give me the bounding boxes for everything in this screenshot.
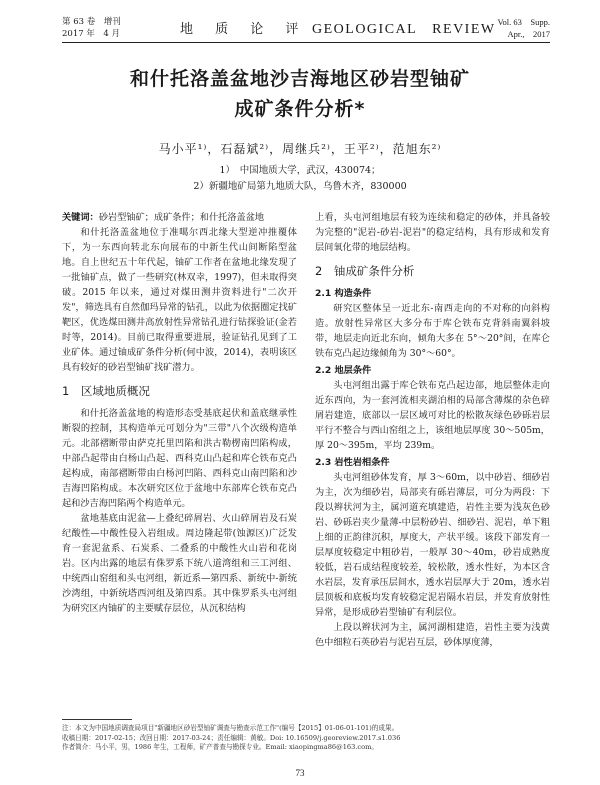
subsection-2-2-paragraph: 头屯河组出露于库仑铁布克凸起边部，地层整体走向近东西向，为一套河流相夹湖泊相的局部含薄煤的杂色碎屑岩建造，底部以一层区域可对比的松散灰绿色砂砾岩层平行不整合与西山窑组之上，该组地层厚度 30～505m，厚 20～395m，平均 239m。 [315,380,550,451]
footnote-funding: 注：本文为中国地质调查局项目"新疆地区砂岩型铀矿调查与勘查示范工作"(编号【2015】01-06-01-101)的成果。 [62,724,399,732]
header-volume-cn [62,16,121,40]
header-date-cn: 2017 年 4 月 [62,29,120,39]
left-column [62,210,297,616]
header-journal-en: GEOLOGICAL REVIEW [312,22,496,37]
right-column [315,210,550,650]
header-vol-cn: 第 63 卷 增刊 [62,17,121,27]
keywords-text: 砂岩型铀矿；成矿条件；和什托洛盖盆地 [98,212,265,223]
section-1-paragraph-1: 和什托洛盖盆地的构造形态受基底起伏和盖底继承性断裂的控制，其构造单元可划分为"三带"八个次级构造单元。北部褶断带由萨克托里凹陷和洪古勒楞南凹陷构成，中部凸起带由白杨山凸起、西科克山凸起和库仑铁布克凸起构成，南部褶断带由白杨河凹陷、西科克山南凹陷和沙吉海凹陷构成。本次研究区位于盆地中东部库仑铁布克凸起和沙吉海凹陷两个构造单元。 [62,408,297,509]
footnote-dates: 收稿日期：2017-02-15；改回日期：2017-03-24；责任编辑：黄敏。Doi: 10.16509/j.georeview.2017.s1.036 [62,733,401,742]
footnote [62,724,550,753]
section-1-heading: 1 区域地质概况 [62,384,150,398]
header-rule [62,42,550,43]
header-volume-en [497,16,550,40]
title-line-2: 成矿条件分析* [234,98,366,120]
footnote-rule [62,719,132,720]
subsection-2-3-heading: 2.3 岩性岩相条件 [315,457,390,468]
continued-paragraph: 上看，头屯河组地层有较为连续和稳定的砂体，并具备较为完整的"泥岩-砂岩-泥岩"的稳定结构，具有形成和发育层间氧化带的地层结构。 [315,212,550,253]
section-2-heading: 2 铀成矿条件分析 [315,264,415,278]
section-1-paragraph-2: 盆地基底由泥盆—上叠纪碎屑岩、火山碎屑岩及石炭纪酸性—中酸性侵入岩组成。周边隆起带(蚀源区)广泛发育一套泥盆系、石炭系、二叠系的中酸性火山岩和花岗岩。区内出露的地层有侏罗系下统八道湾组和三工河组、中统西山窑组和头屯河组，新近系—第四系、新统中-新统沙湾组，中新统塔西河组及第四系。其中侏罗系头屯河组为研究区内铀矿的主要赋存层位，从沉积结构 [62,513,297,614]
subsection-2-3-paragraph-b: 上段以辫状河为主，属河湖相建造，岩性主要为浅黄色中细粒石英砂岩与泥岩互层，砂体厚度薄， [315,622,550,648]
keywords-label: 关键词： [62,212,99,223]
subsection-2-1-heading: 2.1 构造条件 [315,288,372,299]
title-line-1: 和什托洛盖盆地沙吉海地区砂岩型铀矿 [129,68,470,90]
intro-paragraph: 和什托洛盖盆地位于准噶尔西北缘大型逆冲推覆体下，为一东西向转北东向展布的中新生代山间断陷型盆地。自上世纪五十年代起，铀矿工作者在盆地北缘发现了一批铀矿点，做了一些研究(林双幸，1997)，但未取得突破。2015 年以来，通过对煤田测井资料进行"二次开发"，筛选具有自然伽玛异常的钻孔，以此为依据圈定找矿靶区，优选煤田测井高放射性异常钻孔进行钻探验证(金若时等，2014)。目前已取得重要进展，验证钻孔见到了工业矿体。通过铀成矿条件分析(何中波，2014)，表明该区具有较好的砂岩型铀矿找矿潜力。 [62,227,297,373]
affiliation-2: 2）新疆地矿局第九地质大队，乌鲁木齐，830000 [193,181,407,192]
subsection-2-3-paragraph-a: 头屯河组砂体发育，厚 3～60m，以中砂岩、细砂岩为主，次为细砂岩，局部夹有砾岩薄层，可分为两段：下段以辫状河为主，属河道充填建造，岩性主要为浅灰色砂岩、砂砾岩夹少量薄-中层粉砂岩、细砂岩、泥岩，单下粗上细的正韵律沉积，厚度大，产状平缓。该段下部发育一层厚度较稳定中粗砂岩，一般厚 30～40m，砂岩成熟度较低，岩石成结程度较差，较松散，透水性好，为本区含水岩层，发育承压层间水，透水岩层厚大于 20m，透水岩层顶板和底板均发育较稳定泥岩隔水岩层，并发育放射性异常，是形成砂岩型铀矿有利层位。 [315,472,550,618]
affiliation-1: 1） 中国地质大学，武汉，430074； [219,165,381,176]
page-number: 73 [295,768,305,778]
keywords [62,210,297,225]
header-journal-cn: 地 质 论 评 [180,22,308,37]
author-list: 马小平¹⁾，石磊斌²⁾，周继兵²⁾，王平²⁾，范旭东²⁾ [158,142,442,156]
header-vol-en: Vol. 63 Supp. [497,17,550,27]
subsection-2-1-paragraph: 研究区整体呈一近北东-南西走向的不对称的向斜构造。放射性异常区大多分布于库仑铁布克背斜南翼斜坡带，地层走向近北东向，倾角大多在 5°～20°间，在库仑铁布克凸起边缘倾角为 30°～60°。 [315,303,550,359]
footnote-author: 作者简介：马小平，男，1986 年生，工程师，矿产普查与勘探专业。Email: xiaopingma86@163.com。 [62,743,378,751]
subsection-2-2-heading: 2.2 地层条件 [315,365,372,376]
header-date-en: Apr., 2017 [507,29,550,39]
